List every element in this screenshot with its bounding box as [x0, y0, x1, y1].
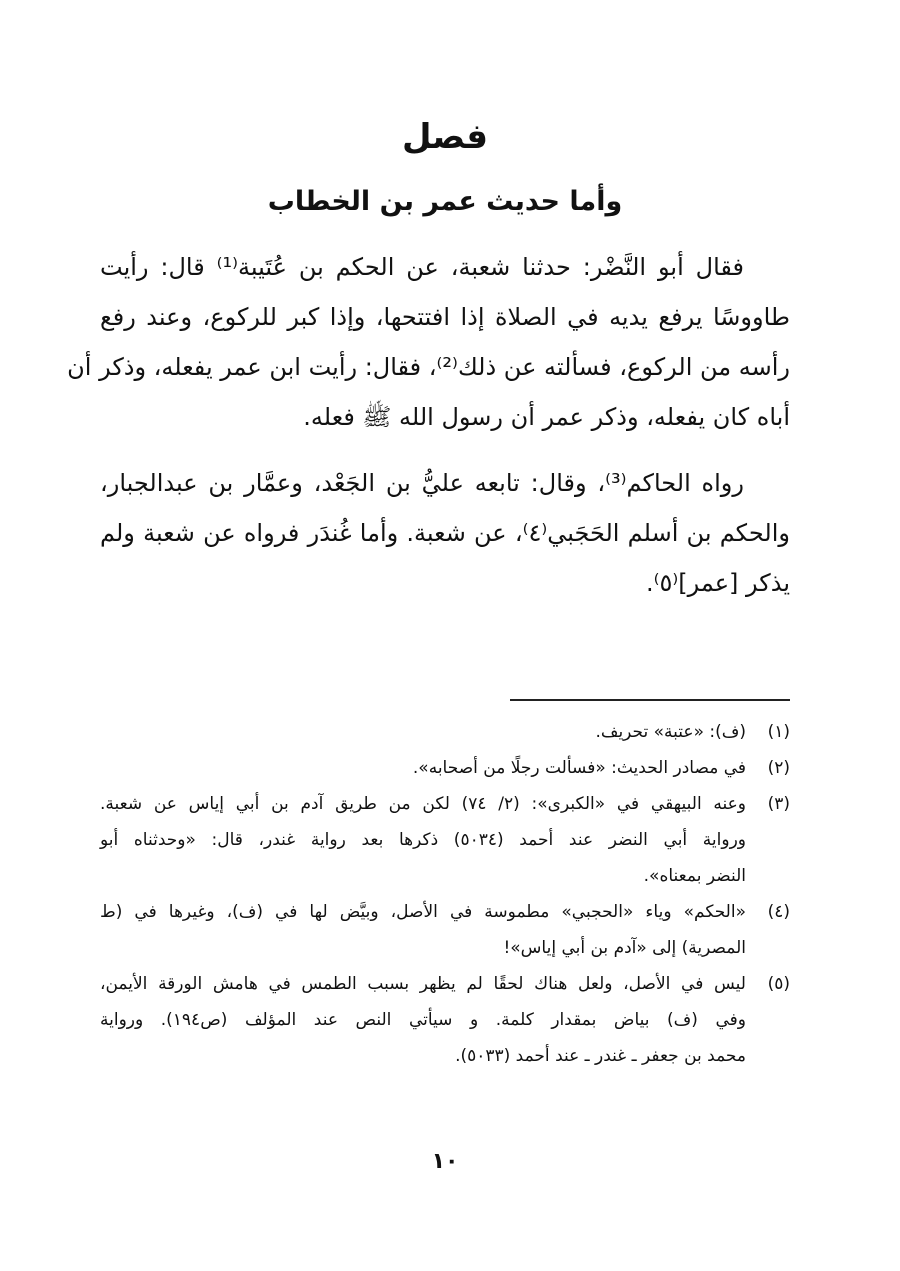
footnote-line: النضر بمعناه».: [643, 866, 746, 886]
footnote-line: «الحكم» وياء «الحجبي» مطموسة في الأصل، وبيَّض لها في (ف)، وغيرها في (ط: [100, 902, 746, 922]
page-number: ١٠: [431, 1149, 459, 1174]
footnote-number: (٢): [767, 758, 790, 778]
footnote-line: (ف): «عتبة» تحريف.: [595, 722, 746, 742]
text-line: رواه الحاكم⁽³⁾، وقال: تابعه عليُّ بن الجَعْد، وعمَّار بن عبدالجبار،: [100, 469, 744, 497]
footnote: [100, 894, 790, 966]
main-text: [67, 242, 790, 608]
footnote: [100, 750, 790, 786]
footnote-line: ورواية أبي النضر عند أحمد (٥٠٣٤) ذكرها بعد رواية غندر، قال: «وحدثناه أبو: [100, 830, 747, 850]
section-title: وأما حديث عمر بن الخطاب: [267, 186, 623, 217]
text-line: رأسه من الركوع، فسألته عن ذلك⁽²⁾، فقال: رأيت ابن عمر يفعله، وذكر أن: [67, 353, 790, 381]
footnote: [100, 714, 790, 750]
footnote-line: المصرية) إلى «آدم بن أبي إياس»!: [503, 938, 746, 958]
footnote-number: (٥): [767, 974, 790, 994]
paragraph: [67, 242, 790, 442]
footnote-line: ليس في الأصل، ولعل هناك لحقًا لم يظهر بسبب الطمس في هامش الورقة الأيمن،: [100, 974, 746, 994]
footnote-number: (١): [767, 722, 790, 742]
footnote-line: في مصادر الحديث: «فسألت رجلًا من أصحابه».: [412, 758, 746, 778]
text-line: يذكر [عمر]⁽٥⁾.: [645, 569, 790, 597]
footnotes: [100, 714, 790, 1074]
text-line: أباه كان يفعله، وذكر عمر أن رسول الله ﷺ فعله.: [303, 403, 790, 431]
footnote: [100, 966, 790, 1074]
text-line: فقال أبو النَّضْر: حدثنا شعبة، عن الحكم بن عُتَيبة⁽¹⁾ قال: رأيت: [100, 253, 744, 281]
text-line: طاووسًا يرفع يديه في الصلاة إذا افتتحها، وإذا كبر للركوع، وعند رفع: [100, 303, 790, 331]
paragraph: [100, 458, 790, 608]
footnote-line: وفي (ف) بياض بمقدار كلمة. و سيأتي النص عند المؤلف (ص١٩٤). ورواية: [100, 1010, 746, 1030]
text-line: والحكم بن أسلم الحَجَبي⁽٤⁾، عن شعبة. وأما غُندَر فرواه عن شعبة ولم: [100, 519, 790, 547]
footnote-separator: [510, 699, 790, 701]
footnote-line: محمد بن جعفر ـ غندر ـ عند أحمد (٥٠٣٣).: [455, 1046, 746, 1066]
paragraph-gap: [100, 442, 790, 458]
book-page: [67, 0, 790, 1271]
footnote-number: (٤): [767, 902, 790, 922]
footnote-number: (٣): [767, 794, 790, 814]
chapter-title: فصل: [401, 117, 489, 157]
footnote: [100, 786, 790, 894]
footnote-line: وعنه البيهقي في «الكبرى»: (٢/ ٧٤) لكن من طريق آدم بن أبي إياس عن شعبة.: [100, 794, 746, 814]
